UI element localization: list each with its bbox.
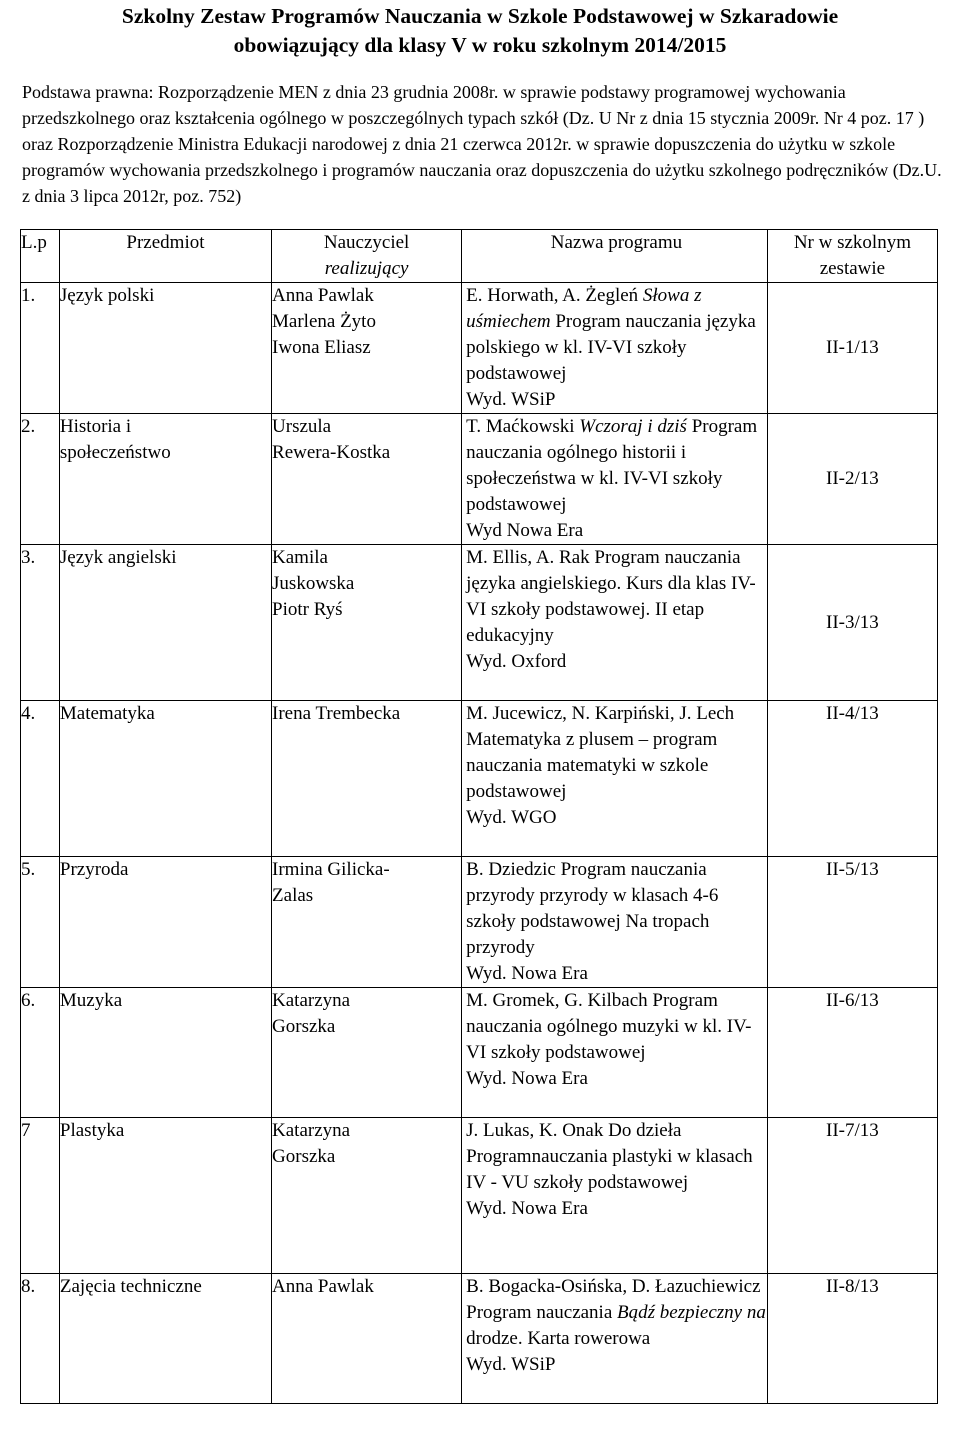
teacher-name: Irena Trembecka [272, 703, 401, 724]
row-nr: II-8/13 [767, 1274, 937, 1404]
row-subject [59, 414, 271, 545]
legal-basis-paragraph: Podstawa prawna: Rozporządzenie MEN z dnia 23 grudnia 2008r. w sprawie podstawy programowej wychowania przedszkolnego oraz kształcenia ogólnego w poszczególnych typach szkół (Dz. U Nr z dnia 15 stycznia 2009r. Nr 4 poz. 17 ) oraz Rozporządzenie Ministra Edukacji narodowej z dnia 21 czerwca 2012r. w sprawie dopuszczenia do użytku w szkole programów wychowania przedszkolnego i programów nauczania oraz dopuszczenia do użytku szkolnego podręczników (Dz.U. z dnia 3 lipca 2012r, poz. 752) [22, 82, 942, 206]
program-publisher: Wyd. Nowa Era [466, 1198, 588, 1219]
subject-line: Muzyka [59, 990, 123, 1011]
program-publisher: Wyd. WSiP [466, 389, 556, 410]
program-description: B. Bogacka-Osińska, D. Łazuchiewicz Program nauczania [466, 1276, 761, 1323]
row-subject [59, 545, 271, 701]
table-body [21, 283, 938, 1404]
row-program [462, 988, 768, 1118]
header-teacher-line1: Nauczyciel [323, 232, 410, 253]
subject-line: Zajęcia techniczne [59, 1276, 202, 1297]
row-lp: 3. [21, 545, 60, 701]
program-description: E. Horwath, A. Żegleń [466, 285, 643, 306]
row-program [462, 283, 768, 414]
program-description-rest: Program nauczania ogólnego historii i społeczeństwa w kl. IV-VI szkoły podstawowej [466, 416, 758, 515]
teacher-name: Kamila [272, 547, 328, 568]
row-subject [59, 857, 271, 988]
teacher-name: Urszula [272, 416, 332, 437]
row-lp: 6. [21, 988, 60, 1118]
row-teacher [272, 283, 462, 414]
program-publisher: Wyd. WGO [466, 807, 557, 828]
teacher-name: Gorszka [272, 1146, 336, 1167]
subject-line: Matematyka [59, 703, 155, 724]
row-nr: II-3/13 [767, 545, 937, 701]
teacher-name: Juskowska [272, 573, 355, 594]
program-table [20, 229, 938, 1404]
teacher-name: Katarzyna [272, 1120, 351, 1141]
row-lp: 1. [21, 283, 60, 414]
subject-line: Przyroda [59, 859, 129, 880]
title-line-2: obowiązujący dla klasy V w roku szkolnym 2014/2015 [233, 33, 727, 57]
program-title-italic: Słowa z uśmiechem [466, 285, 702, 332]
title-line-1: Szkolny Zestaw Programów Nauczania w Szkole Podstawowej w Szkaradowie [121, 4, 839, 28]
subject-line: Język angielski [59, 547, 177, 568]
row-nr: II-7/13 [767, 1118, 937, 1274]
row-lp: 5. [21, 857, 60, 988]
row-program [462, 1274, 768, 1404]
table-row [21, 857, 938, 988]
row-nr: II-5/13 [767, 857, 937, 988]
row-teacher [272, 857, 462, 988]
teacher-name: Anna Pawlak [272, 1276, 374, 1297]
program-publisher: Wyd. WSiP [466, 1354, 556, 1375]
header-teacher-line2: realizujący [324, 258, 409, 279]
row-subject [59, 701, 271, 857]
program-description: M. Jucewicz, N. Karpiński, J. Lech Matematyka z plusem – program nauczania matematyki w szkole podstawowej [466, 703, 735, 802]
table-row [21, 283, 938, 414]
row-lp: 2. [21, 414, 60, 545]
row-teacher [272, 1118, 462, 1274]
program-description: J. Lukas, K. Onak Do dzieła Programnauczania plastyki w klasach IV - VU szkoły podstawowej [466, 1120, 753, 1193]
program-publisher: Wyd Nowa Era [466, 520, 584, 541]
table-row [21, 545, 938, 701]
teacher-name: Gorszka [272, 1016, 336, 1037]
table-row [21, 1118, 938, 1274]
header-subject: Przedmiot [59, 230, 271, 283]
teacher-name: Marlena Żyto [272, 311, 376, 332]
row-program [462, 1118, 768, 1274]
subject-line: Język polski [59, 285, 155, 306]
header-teacher [272, 230, 462, 283]
row-program [462, 857, 768, 988]
row-lp: 7 [21, 1118, 60, 1274]
row-lp: 4. [21, 701, 60, 857]
row-program [462, 414, 768, 545]
program-description: M. Ellis, A. Rak Program nauczania języka angielskiego. Kurs dla klas IV-VI szkoły podstawowej. II etap edukacyjny [466, 547, 756, 646]
row-nr: II-4/13 [767, 701, 937, 857]
row-program [462, 545, 768, 701]
subject-line: Historia i [59, 416, 132, 437]
program-description: B. Dziedzic Program nauczania przyrody przyrody w klasach 4-6 szkoły podstawowej Na tropach przyrody [466, 859, 719, 958]
header-program: Nazwa programu [462, 230, 768, 283]
row-teacher [272, 414, 462, 545]
header-lp: L.p [21, 230, 60, 283]
program-title-italic: Bądź bezpieczny na [617, 1302, 766, 1323]
teacher-name: Anna Pawlak [272, 285, 374, 306]
header-nr-line2: zestawie [819, 258, 886, 279]
program-description: M. Gromek, G. Kilbach Program nauczania ogólnego muzyki w kl. IV-VI szkoły podstawowej [466, 990, 752, 1063]
row-lp: 8. [21, 1274, 60, 1404]
header-nr-line1: Nr w szkolnym [793, 232, 911, 253]
row-subject [59, 1274, 271, 1404]
table-row [21, 1274, 938, 1404]
row-nr: II-1/13 [767, 283, 937, 414]
document-title [0, 2, 960, 60]
table-row [21, 701, 938, 857]
row-subject [59, 283, 271, 414]
subject-line: Plastyka [59, 1120, 125, 1141]
program-publisher: Wyd. Nowa Era [466, 1068, 588, 1089]
row-program [462, 701, 768, 857]
row-teacher [272, 545, 462, 701]
teacher-name: Piotr Ryś [272, 599, 343, 620]
table-header-row [21, 230, 938, 283]
row-teacher [272, 988, 462, 1118]
subject-line: społeczeństwo [59, 442, 171, 463]
table-row [21, 988, 938, 1118]
program-description: T. Maćkowski [466, 416, 580, 437]
row-teacher [272, 701, 462, 857]
row-subject [59, 988, 271, 1118]
program-publisher: Wyd. Nowa Era [466, 963, 588, 984]
teacher-name: Rewera-Kostka [272, 442, 391, 463]
row-teacher [272, 1274, 462, 1404]
program-description-rest: Program nauczania języka polskiego w kl. IV-VI szkoły podstawowej [466, 311, 756, 384]
teacher-name: Irmina Gilicka- [272, 859, 390, 880]
teacher-name: Iwona Eliasz [272, 337, 371, 358]
teacher-name: Katarzyna [272, 990, 351, 1011]
table-row [21, 414, 938, 545]
row-nr: II-6/13 [767, 988, 937, 1118]
program-publisher: Wyd. Oxford [466, 651, 567, 672]
header-nr [767, 230, 937, 283]
program-description-rest: drodze. Karta rowerowa [466, 1328, 651, 1349]
teacher-name: Zalas [272, 885, 314, 906]
row-nr: II-2/13 [767, 414, 937, 545]
program-title-italic: Wczoraj i dziś [579, 416, 687, 437]
row-subject [59, 1118, 271, 1274]
